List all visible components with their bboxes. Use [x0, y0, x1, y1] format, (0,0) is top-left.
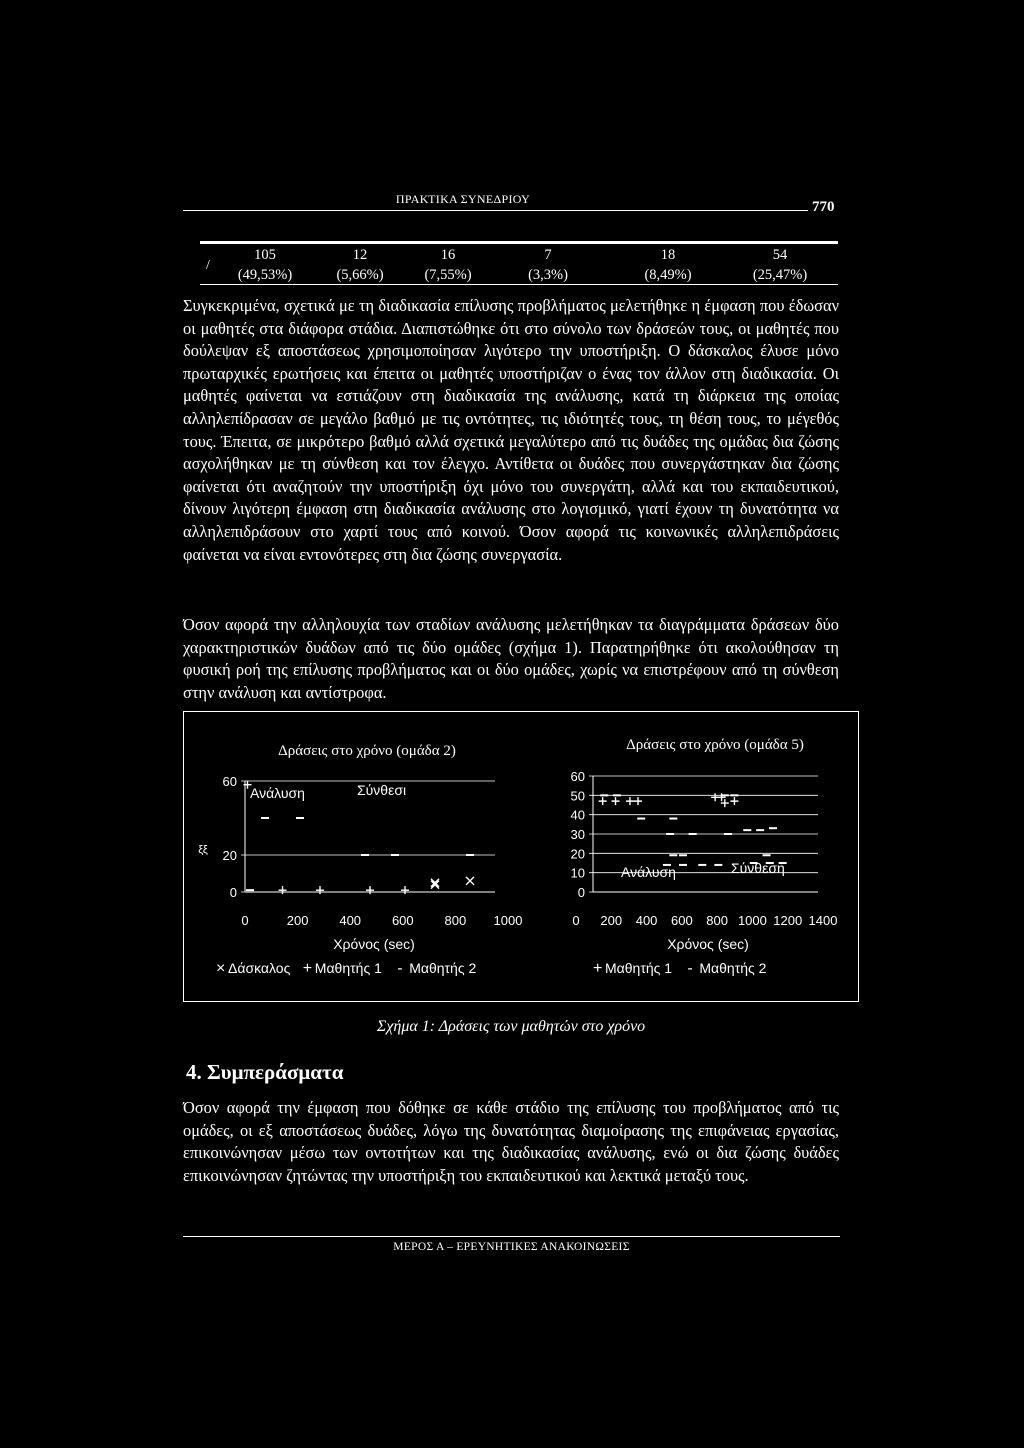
- figure-charts: [183, 711, 859, 1002]
- legend-marker: +: [302, 960, 313, 977]
- legend-entry: Μαθητής 2: [699, 960, 767, 976]
- table-cell-count: 54: [772, 247, 788, 263]
- data-point-student-1: [279, 886, 287, 894]
- x-tick-label: 800: [444, 913, 467, 928]
- y-tick-label: 60: [222, 774, 237, 789]
- page-number: 770: [812, 199, 835, 215]
- table-cell: [735, 245, 825, 285]
- stage-annotation: Ανάλυση: [621, 864, 676, 880]
- legend-entry: Μαθητής 2: [409, 960, 477, 976]
- running-footer: ΜΕΡΟΣ Α – ΕΡΕΥΝΗΤΙΚΕΣ ΑΝΑΚΟΙΝΩΣΕΙΣ: [393, 1241, 630, 1253]
- conclusions-paragraph-block: [183, 1097, 839, 1187]
- x-tick-label: 200: [600, 913, 623, 928]
- data-point-student-1: [634, 797, 642, 805]
- legend-marker: -: [397, 960, 403, 977]
- x-tick-label: 1000: [493, 913, 523, 928]
- y-tick-label: 0: [229, 885, 237, 900]
- y-tick-label: 60: [570, 769, 585, 784]
- paragraph-1: Συγκεκριμένα, σχετικά με τη διαδικασία επίλυσης προβλήματος μελετήθηκε η έμφαση που έδωσαν οι μαθητές στα διάφορα στάδια. Διαπιστώθηκε ότι στο σύνολο των δράσεών τους, οι μαθητές που δούλεψαν εξ αποστάσεως χρησιμοποίησαν λιγότερο την υποστήριξη. Ο δάσκαλος έλυσε μόνο πρωταρχικές ερωτήσεις και έπειτα οι μαθητές υποστήριζαν ο ένας τον άλλον στη διαδικασία. Οι μαθητές φαίνεται να εστιάζουν στη διαδικασία της ανάλυσης, κατά τη διάρκεια της οποίας αλληλεπίδρασαν σε μεγάλο βαθμό με τις οντότητες, τις ιδιότητές τους, τη θέση τους, το μέγεθός τους. Έπειτα, σε μικρότερο βαθμό αλλά σχετικά μεγαλύτερο από τις δυάδες της ομάδας δια ζώσης ασχολήθηκαν με τη σύνθεση και τον έλεγχο. Αντίθετα οι δυάδες που συνεργάστηκαν δια ζώσης φαίνεται ότι αναζητούν την υποστήριξη όχι μόνο του συνεργάτη, αλλά και του εκπαιδευτικού, δίνουν λιγότερη έμφαση στη διαδικασία ανάλυσης στο λογισμικό, γιατί έχουν τη δυνατότητα να αλληλεπιδράσουν στο χαρτί τους από κοινού. Όσον αφορά τις κοινωνικές αλληλεπιδράσεις φαίνεται να είναι εντονότερες στη δια ζώσης συνεργασία.: [183, 296, 839, 564]
- data-point-student-1: [730, 797, 738, 805]
- table-cell-percent: (25,47%): [752, 267, 808, 283]
- y-tick-label: 40: [570, 807, 585, 823]
- legend-marker: ×: [216, 960, 226, 977]
- table-cell-percent: (7,55%): [424, 267, 472, 283]
- x-tick-label: 1000: [737, 913, 767, 928]
- y-axis-label: ξξ: [198, 844, 208, 856]
- paragraph-2: Όσον αφορά την αλληλουχία των σταδίων ανάλυσης μελετήθηκαν τα διαγράμματα δράσεων δύο χαρακτηριστικών δυάδων από τις δύο ομάδες (σχήμα 1). Παρατηρήθηκε ότι ακολούθησαν τη φυσική ροή της επίλυσης προβλήματος και οι δύο ομάδες, χωρίς να επιστρέφουν από τη σύνθεση στην ανάλυση και αντίστροφα.: [183, 615, 839, 702]
- table-cell-percent: (5,66%): [336, 267, 384, 283]
- y-tick-label: 20: [222, 848, 237, 863]
- data-point-student-1: [612, 797, 620, 805]
- footer-rule: [183, 1236, 840, 1237]
- legend-entry: Δάσκαλος: [228, 960, 291, 976]
- chart-group-5: [571, 737, 838, 977]
- x-tick-label: 800: [706, 913, 728, 928]
- figure-caption: Σχήμα 1: Δράσεις των μαθητών στο χρόνο: [376, 1018, 646, 1035]
- y-tick-label: 30: [570, 827, 585, 842]
- header-rule: [183, 210, 808, 211]
- table-top-rule: [200, 241, 838, 244]
- table-cell: [320, 245, 400, 285]
- table-cell-count: 18: [660, 247, 676, 263]
- x-axis-label: Χρόνος (sec): [333, 936, 415, 952]
- table-cell-count: 105: [254, 247, 276, 263]
- table-cell: [628, 245, 708, 285]
- x-tick-label: 1200: [773, 913, 803, 928]
- data-point-student-1: [626, 797, 634, 805]
- x-tick-label: 400: [635, 913, 658, 928]
- y-tick-label: 10: [570, 865, 585, 881]
- stage-annotation: Σύνθεσι: [357, 782, 407, 798]
- table-bottom-rule: [200, 284, 838, 285]
- chart-group-2: [198, 743, 522, 977]
- conclusions-paragraph: Όσον αφορά την έμφαση που δόθηκε σε κάθε στάδιο της επίλυσης του προβλήματος από τις ομάδες, οι εξ αποστάσεως δυάδες, λόγω της δυνατότητας διαμοίρασης της επιφάνειας εργασίας, επικοινώνησαν μέσω των οντοτήτων και της διαδικασίας ανάλυσης, ενώ οι δια ζώσης δυάδες επικοινώνησαν ζητώντας την υποστήριξη του εκπαιδευτικού και λεκτικά μεταξύ τους.: [183, 1098, 839, 1185]
- x-tick-label: 1400: [808, 913, 838, 928]
- data-point-teacher: [466, 877, 474, 885]
- x-tick-label: 0: [241, 913, 249, 928]
- body-paragraph: [183, 614, 839, 704]
- table-cell-percent: (8,49%): [644, 267, 692, 283]
- y-tick-label: 50: [570, 788, 585, 804]
- data-point-student-1: [599, 797, 607, 805]
- body-paragraph: [183, 295, 839, 566]
- x-tick-label: 0: [572, 913, 580, 928]
- x-axis-label: Χρόνος (sec): [667, 936, 749, 952]
- legend-entry: Μαθητής 1: [314, 960, 382, 976]
- table-cell-percent: (3,3%): [528, 267, 568, 283]
- x-tick-label: 600: [671, 913, 693, 928]
- table-cell-count: 12: [352, 247, 368, 263]
- legend-marker: -: [687, 960, 693, 977]
- chart-title: Δράσεις στο χρόνο (ομάδα 2): [278, 743, 456, 759]
- data-point-student-1: [401, 886, 409, 894]
- section-heading: 4. Συμπεράσματα: [186, 1060, 344, 1084]
- x-tick-label: 200: [286, 913, 309, 928]
- table-cell-count: 7: [544, 247, 552, 263]
- x-tick-label: 400: [339, 913, 362, 928]
- legend-entry: Μαθητής 1: [605, 960, 673, 976]
- table-row-marker: /: [206, 258, 210, 273]
- chart-title: Δράσεις στο χρόνο (ομάδα 5): [626, 737, 804, 753]
- x-tick-label: 600: [391, 913, 414, 928]
- data-point-student-1: [366, 886, 374, 894]
- running-header: ΠΡΑΚΤΙΚΑ ΣΥΝΕΔΡΙΟΥ: [395, 192, 531, 206]
- stage-annotation: Ανάλυση: [250, 785, 305, 801]
- table-cell: [508, 245, 588, 285]
- table-cell: [225, 245, 305, 285]
- y-tick-label: 0: [577, 885, 585, 900]
- data-point-student-1: [316, 886, 324, 894]
- y-tick-label: 20: [570, 846, 585, 862]
- table-cell-percent: (49,53%): [237, 267, 293, 283]
- table-cell-count: 16: [440, 247, 456, 263]
- stage-annotation: Σύνθεση: [731, 860, 785, 876]
- legend-marker: +: [593, 960, 603, 977]
- table-cell: [408, 245, 488, 285]
